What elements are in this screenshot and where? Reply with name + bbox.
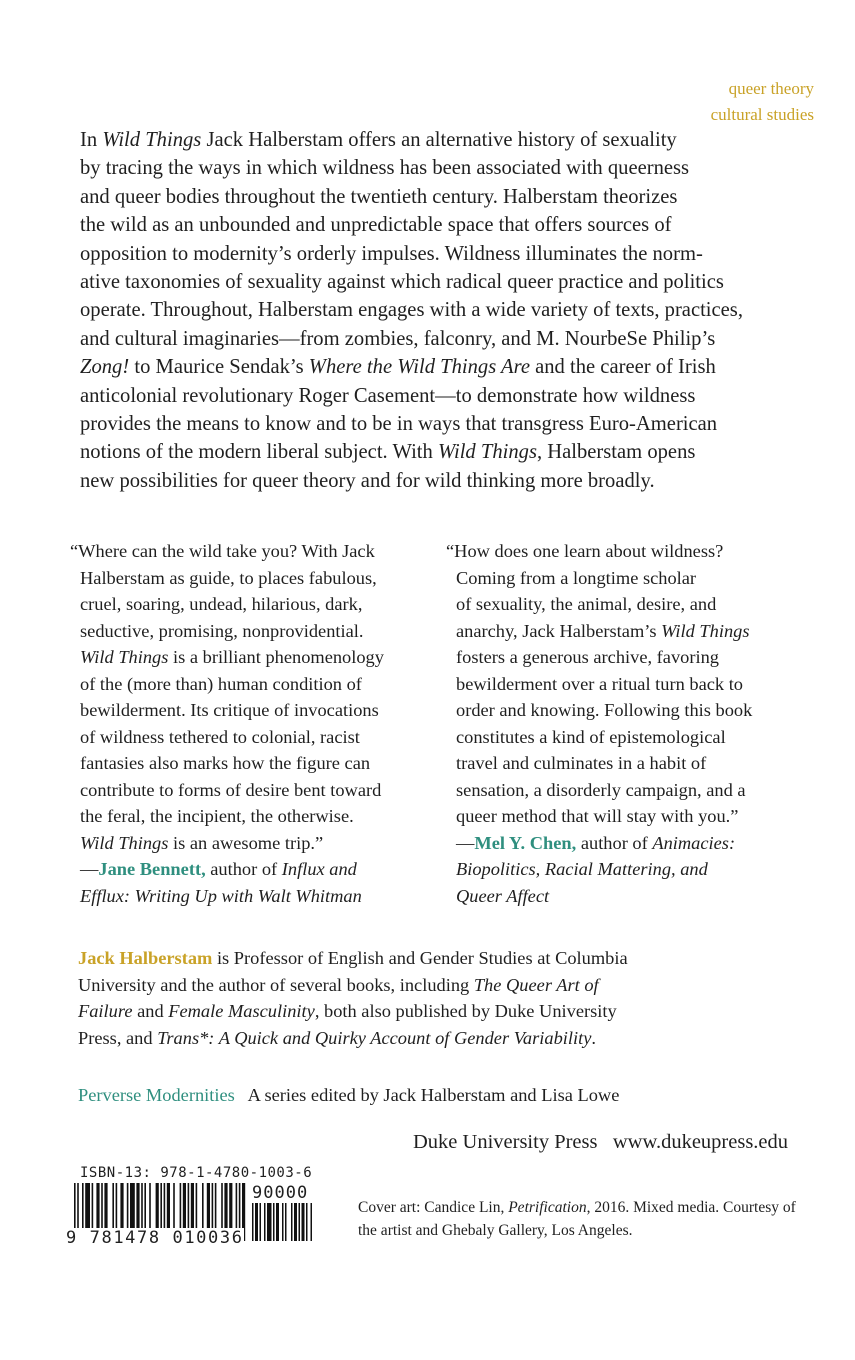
text-segment: is a brilliant phenomenology	[168, 647, 384, 667]
text-segment: is Professor of English and Gender Studies at Columbia	[212, 948, 628, 968]
text-line	[446, 750, 806, 777]
price-code: 90000	[252, 1183, 309, 1203]
subject-categories	[711, 76, 814, 128]
text-segment: Efflux: Writing Up with Walt Whitman	[80, 885, 362, 906]
text-segment: In	[80, 129, 103, 151]
text-line	[70, 750, 420, 777]
text-segment: bewilderment over a ritual turn back to	[456, 673, 743, 694]
text-segment: , both also published by Duke University	[314, 1001, 617, 1021]
text-segment: .	[591, 1027, 596, 1048]
text-segment: —	[456, 832, 475, 853]
text-line	[70, 618, 420, 645]
text-line	[70, 883, 420, 910]
text-line	[78, 1025, 658, 1052]
text-line	[70, 724, 420, 751]
text-line	[80, 183, 800, 211]
text-line	[358, 1196, 828, 1219]
text-segment: opposition to modernity’s orderly impulses. Wildness illuminates the norm-	[80, 242, 703, 265]
text-segment: author of	[205, 859, 282, 879]
text-segment: fosters a generous archive, favoring	[456, 647, 719, 667]
text-line	[80, 154, 800, 182]
text-segment: University and the author of several books, including	[78, 974, 474, 995]
text-line	[78, 972, 658, 999]
text-line	[70, 697, 420, 724]
barcode-addon-bar	[252, 1203, 254, 1241]
text-line	[80, 325, 800, 353]
isbn-label: ISBN-13: 978-1-4780-1003-6	[80, 1165, 313, 1181]
barcode-addon-bar	[264, 1203, 266, 1241]
publisher-line	[413, 1131, 788, 1154]
text-line	[358, 1219, 828, 1242]
blurb-mel-chen	[446, 538, 806, 909]
text-segment: Influx and	[281, 859, 357, 879]
text-segment: Jack Halberstam	[78, 948, 213, 968]
barcode-digits: 9 781478 010036	[66, 1228, 244, 1248]
barcode-addon-bar	[294, 1203, 297, 1241]
text-segment: notions of the modern liberal subject. With	[80, 441, 438, 464]
text-segment: and queer bodies throughout the twentieth century. Halberstam theorizes	[80, 185, 678, 208]
text-segment: Wild Things	[80, 832, 169, 853]
barcode-addon-bar	[302, 1203, 305, 1241]
text-segment: operate. Throughout, Halberstam engages with a wide variety of texts, practices,	[80, 299, 743, 322]
text-segment: “How does one learn about wildness?	[446, 541, 724, 561]
text-segment: Female Masculinity	[168, 1001, 315, 1021]
text-segment: Failure	[78, 1001, 133, 1021]
text-line	[70, 803, 420, 830]
text-segment: Queer Affect	[456, 885, 550, 906]
text-segment: —	[80, 859, 99, 879]
text-segment: Jack Halberstam offers an alternative history of sexuality	[201, 129, 677, 151]
text-segment: provides the means to know and to be in ways that transgress Euro-American	[80, 413, 718, 436]
text-segment: of the (more than) human condition of	[80, 673, 362, 694]
text-line	[80, 268, 800, 296]
text-line	[446, 591, 806, 618]
blurb-jane-bennett	[70, 538, 420, 909]
text-line	[80, 410, 800, 438]
text-segment: the feral, the incipient, the otherwise.	[80, 806, 354, 826]
barcode-addon-bar	[282, 1203, 284, 1241]
barcode-addon-bar	[291, 1203, 293, 1241]
text-segment: of wildness tethered to colonial, racist	[80, 726, 360, 747]
text-segment: , 2016. Mixed media. Courtesy of	[586, 1199, 796, 1216]
text-segment: and cultural imaginaries—from zombies, falconry, and M. NourbeSe Philip’s	[80, 327, 716, 350]
text-line	[78, 998, 658, 1025]
text-segment: Wild Things	[661, 620, 750, 641]
barcode-addon-bar	[311, 1203, 313, 1241]
series-line	[78, 1085, 619, 1106]
barcode-addon-bar	[299, 1203, 301, 1241]
text-segment: Biopolitics, Racial Mattering, and	[456, 859, 708, 879]
text-line	[70, 830, 420, 857]
cover-art-credit	[358, 1196, 828, 1242]
publisher-url: www.dukeupress.edu	[612, 1131, 789, 1153]
text-segment: fantasies also marks how the figure can	[80, 753, 371, 773]
barcode-addon-bar	[306, 1203, 308, 1241]
text-segment: Animacies:	[652, 832, 736, 853]
text-segment: “Where can the wild take you? With Jack	[70, 541, 375, 561]
text-line	[80, 438, 800, 466]
series-editors: A series edited by Jack Halberstam and Lisa Lowe	[247, 1085, 620, 1105]
text-line	[80, 211, 800, 239]
text-segment: by tracing the ways in which wildness has been associated with queerness	[80, 157, 690, 180]
text-line	[70, 565, 420, 592]
text-segment: order and knowing. Following this book	[456, 700, 753, 720]
text-line	[70, 856, 420, 883]
text-segment: The Queer Art of	[473, 974, 599, 995]
text-segment: author of	[576, 832, 653, 853]
text-segment: Zong!	[80, 356, 130, 379]
text-line	[446, 644, 806, 671]
text-segment: Press, and	[78, 1027, 158, 1048]
text-line	[446, 883, 806, 910]
text-segment: Wild Things	[437, 441, 537, 464]
book-description	[80, 126, 800, 495]
text-line	[70, 671, 420, 698]
text-segment: ative taxonomies of sexuality against which radical queer practice and politics	[80, 271, 724, 294]
text-segment: to Maurice Sendak’s	[129, 356, 309, 379]
text-line	[446, 618, 806, 645]
barcode-addon-bar	[267, 1203, 272, 1241]
text-line	[446, 538, 806, 565]
text-segment: bewilderment. Its critique of invocations	[80, 700, 379, 720]
text-segment: seductive, promising, nonprovidential.	[80, 620, 364, 641]
barcode-addon-bar	[260, 1203, 262, 1241]
text-segment: Mel Y. Chen,	[474, 832, 577, 853]
author-bio	[78, 945, 658, 1051]
category-cultural-studies: cultural studies	[710, 105, 814, 124]
text-segment: contribute to forms of desire bent toward	[80, 779, 382, 800]
text-segment: Cover art: Candice Lin,	[358, 1199, 509, 1216]
text-segment: Trans*: A Quick and Quirky Account of Gender Variability	[157, 1027, 592, 1048]
text-segment: new possibilities for queer theory and for wild thinking more broadly.	[80, 469, 655, 492]
text-line	[80, 126, 800, 154]
text-segment: is an awesome trip.”	[168, 832, 324, 853]
text-line	[446, 777, 806, 804]
text-segment: anarchy, Jack Halberstam’s	[456, 620, 662, 641]
text-line	[70, 591, 420, 618]
text-line	[446, 697, 806, 724]
barcode-addon-bar	[285, 1203, 287, 1241]
text-segment: of sexuality, the animal, desire, and	[456, 594, 717, 614]
text-line	[446, 856, 806, 883]
text-segment: Wild Things	[80, 647, 169, 667]
text-segment: and the career of Irish	[529, 356, 716, 379]
text-line	[446, 724, 806, 751]
text-segment: Halberstam as guide, to places fabulous,	[80, 567, 377, 588]
text-segment: queer method that will stay with you.”	[456, 806, 739, 826]
text-line	[80, 353, 800, 381]
text-line	[78, 945, 658, 972]
text-segment: travel and culminates in a habit of	[456, 753, 707, 773]
text-segment: Where the Wild Things Are	[308, 356, 530, 379]
series-name: Perverse Modernities	[78, 1085, 235, 1105]
text-segment: the wild as an unbounded and unpredictable space that offers sources of	[80, 214, 672, 237]
text-line	[80, 240, 800, 268]
text-line	[446, 671, 806, 698]
text-segment: Jane Bennett,	[98, 859, 206, 879]
text-line	[446, 830, 806, 857]
text-segment: and	[132, 1001, 169, 1021]
text-line	[446, 565, 806, 592]
text-line	[70, 777, 420, 804]
text-segment: Coming from a longtime scholar	[456, 567, 697, 588]
text-segment: constitutes a kind of epistemological	[456, 726, 726, 747]
barcode-addon-bar	[255, 1203, 258, 1241]
text-segment: anticolonial revolutionary Roger Casement—to demonstrate how wildness	[80, 384, 696, 407]
text-segment: , Halberstam opens	[536, 441, 696, 464]
text-line	[80, 296, 800, 324]
publisher-name: Duke University Press	[413, 1131, 598, 1153]
text-segment: Wild Things	[102, 129, 202, 151]
text-line	[70, 644, 420, 671]
text-segment: Petrification	[508, 1199, 587, 1216]
text-line	[446, 803, 806, 830]
text-segment: cruel, soaring, undead, hilarious, dark,	[80, 594, 363, 614]
category-queer-theory: queer theory	[728, 79, 814, 98]
barcode-addon-bar	[273, 1203, 275, 1241]
text-line	[80, 382, 800, 410]
text-segment: sensation, a disorderly campaign, and a	[456, 779, 746, 800]
text-segment: the artist and Ghebaly Gallery, Los Angeles.	[358, 1222, 633, 1239]
text-line	[80, 467, 800, 495]
barcode-addon-bar	[276, 1203, 279, 1241]
text-line	[70, 538, 420, 565]
